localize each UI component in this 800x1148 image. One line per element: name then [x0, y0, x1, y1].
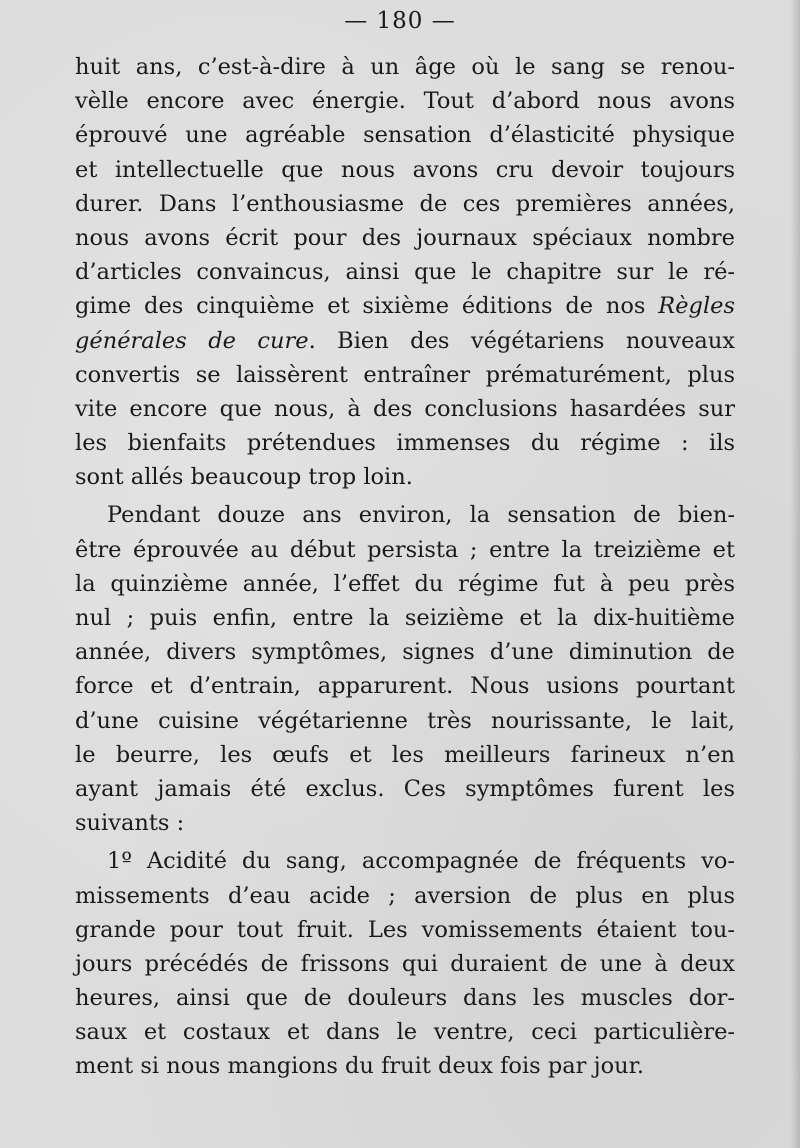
text-line: année, divers symptômes, signes d’une diminution de: [75, 639, 735, 666]
text-line: suivants :: [75, 810, 185, 837]
text-line: et intellectuelle que nous avons cru devoir toujours: [75, 156, 735, 183]
text-run: gime des cinquième et sixième éditions de nos: [75, 293, 659, 320]
text-line: saux et costaux et dans le ventre, ceci particulière-: [75, 1019, 735, 1046]
text-line: éprouvé une agréable sensation d’élasticité physique: [75, 122, 735, 149]
text-line: ment si nous mangions du fruit deux fois par jour.: [75, 1053, 645, 1080]
book-title-italic: générales de cure: [75, 327, 309, 354]
text-line: d’articles convaincus, ainsi que le chapitre sur le ré-: [75, 259, 735, 286]
text-line: Pendant douze ans environ, la sensation de bien-: [107, 502, 735, 529]
text-line: convertis se laissèrent entraîner prématurément, plus: [75, 361, 735, 388]
text-line: le beurre, les œufs et les meilleurs farineux n’en: [75, 741, 735, 768]
text-line: [75, 324, 735, 358]
page-edge-shadow: [790, 0, 800, 1148]
text-line: d’une cuisine végétarienne très nourissante, le lait,: [75, 707, 735, 734]
text-run: . Bien des végétariens nouveaux: [308, 327, 735, 354]
text-line: missements d’eau acide ; aversion de plus en plus: [75, 882, 735, 909]
text-line: jours précédés de frissons qui duraient de une à deux: [75, 950, 735, 977]
text-line: les bienfaits prétendues immenses du régime : ils: [75, 430, 735, 457]
book-title-italic: Règles: [658, 293, 735, 320]
text-line: nous avons écrit pour des journaux spéciaux nombre: [75, 224, 735, 251]
text-line: ayant jamais été exclus. Ces symptômes furent les: [75, 775, 735, 802]
text-line: nul ; puis enfin, entre la seizième et la dix-huitième: [75, 605, 735, 631]
text-line: grande pour tout fruit. Les vomissements étaient tou-: [75, 916, 735, 943]
text-line: vite encore que nous, à des conclusions hasardées sur: [75, 395, 735, 422]
text-line: heures, ainsi que de douleurs dans les muscles dor-: [75, 985, 735, 1012]
body-text: [75, 50, 735, 1084]
text-line: 1º Acidité du sang, accompagnée de fréquents vo-: [107, 848, 735, 875]
text-line: durer. Dans l’enthousiasme de ces premières années,: [75, 190, 735, 217]
page-number: — 180 —: [344, 8, 456, 34]
text-line: être éprouvée au début persista ; entre la treizième et: [75, 536, 735, 563]
text-line: sont allés beaucoup trop loin.: [75, 464, 413, 491]
text-line: vèlle encore avec énergie. Tout d’abord nous avons: [75, 88, 735, 115]
text-line: huit ans, c’est-à-dire à un âge où le sang se renou-: [75, 54, 735, 80]
text-line: [75, 289, 735, 323]
text-line: force et d’entrain, apparurent. Nous usions pourtant: [75, 673, 735, 700]
text-line: la quinzième année, l’effet du régime fut à peu près: [75, 570, 735, 597]
